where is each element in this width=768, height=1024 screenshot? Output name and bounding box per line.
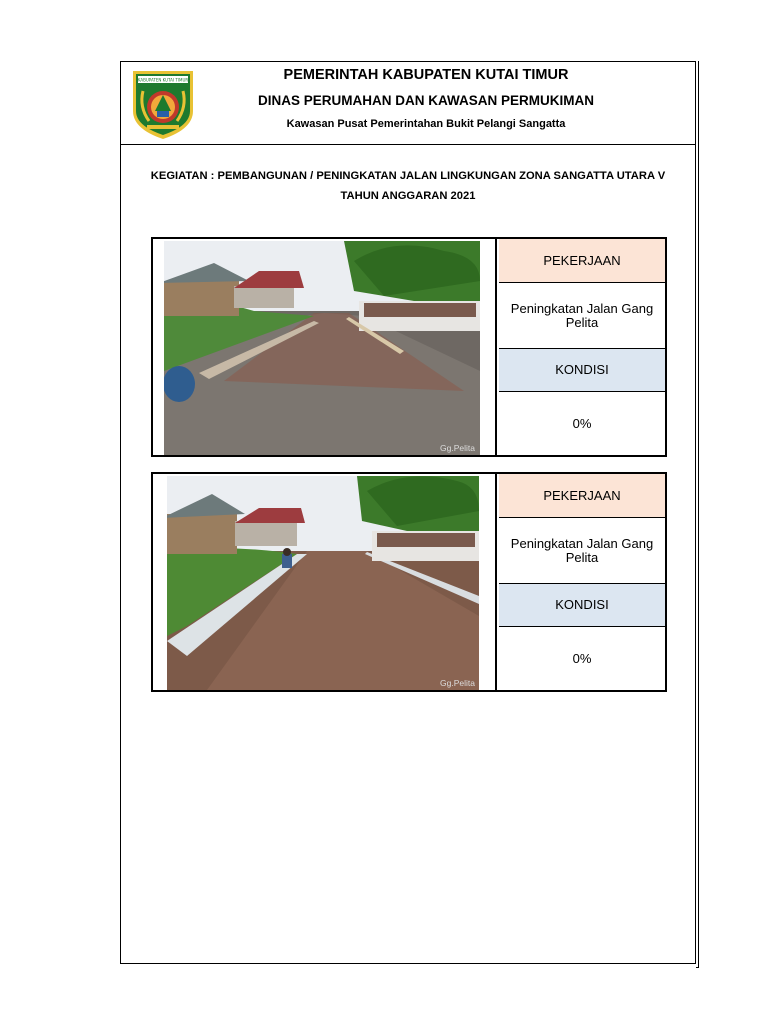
photo-cell bbox=[153, 474, 497, 690]
condition-value: 0% bbox=[572, 650, 592, 666]
work-value-cell bbox=[499, 518, 665, 584]
condition-label-cell bbox=[499, 584, 665, 627]
activity-title bbox=[121, 166, 695, 206]
department-title: DINAS PERUMAHAN DAN KAWASAN PERMUKIMAN bbox=[257, 93, 594, 108]
work-label: PEKERJAAN bbox=[543, 487, 621, 503]
work-value: Peningkatan Jalan Gang Pelita bbox=[510, 535, 654, 565]
work-label-cell bbox=[499, 474, 665, 518]
photo-watermark: Gg.Pelita bbox=[440, 678, 475, 688]
regency-emblem-logo bbox=[129, 67, 197, 141]
photo-watermark: Gg.Pelita bbox=[440, 443, 475, 453]
condition-label: KONDISI bbox=[555, 597, 609, 612]
condition-value-cell bbox=[499, 392, 665, 455]
activity-line-1: KEGIATAN : PEMBANGUNAN / PENINGKATAN JALAN LINGKUNGAN ZONA SANGATTA UTARA V bbox=[150, 170, 666, 182]
report-page bbox=[120, 61, 696, 964]
activity-line-2: TAHUN ANGGARAN 2021 bbox=[340, 190, 476, 202]
photo-panel bbox=[151, 472, 667, 692]
government-title: PEMERINTAH KABUPATEN KUTAI TIMUR bbox=[283, 67, 569, 83]
letterhead bbox=[121, 62, 695, 145]
photo-panel bbox=[151, 237, 667, 457]
condition-label-cell bbox=[499, 349, 665, 392]
office-address: Kawasan Pusat Pemerintahan Bukit Pelangi Sangatta bbox=[286, 118, 566, 130]
info-table bbox=[499, 239, 665, 455]
condition-value: 0% bbox=[572, 415, 592, 431]
work-value-cell bbox=[499, 283, 665, 349]
photo-cell bbox=[153, 239, 497, 455]
work-label-cell bbox=[499, 239, 665, 283]
work-label: PEKERJAAN bbox=[543, 252, 621, 268]
condition-value-cell bbox=[499, 627, 665, 690]
road-photo bbox=[167, 476, 479, 690]
condition-label: KONDISI bbox=[555, 362, 609, 377]
info-table bbox=[499, 474, 665, 690]
work-value: Peningkatan Jalan Gang Pelita bbox=[510, 300, 654, 330]
road-photo bbox=[164, 241, 480, 455]
logo-banner-text: KABUPATEN KUTAI TIMUR bbox=[137, 77, 189, 83]
